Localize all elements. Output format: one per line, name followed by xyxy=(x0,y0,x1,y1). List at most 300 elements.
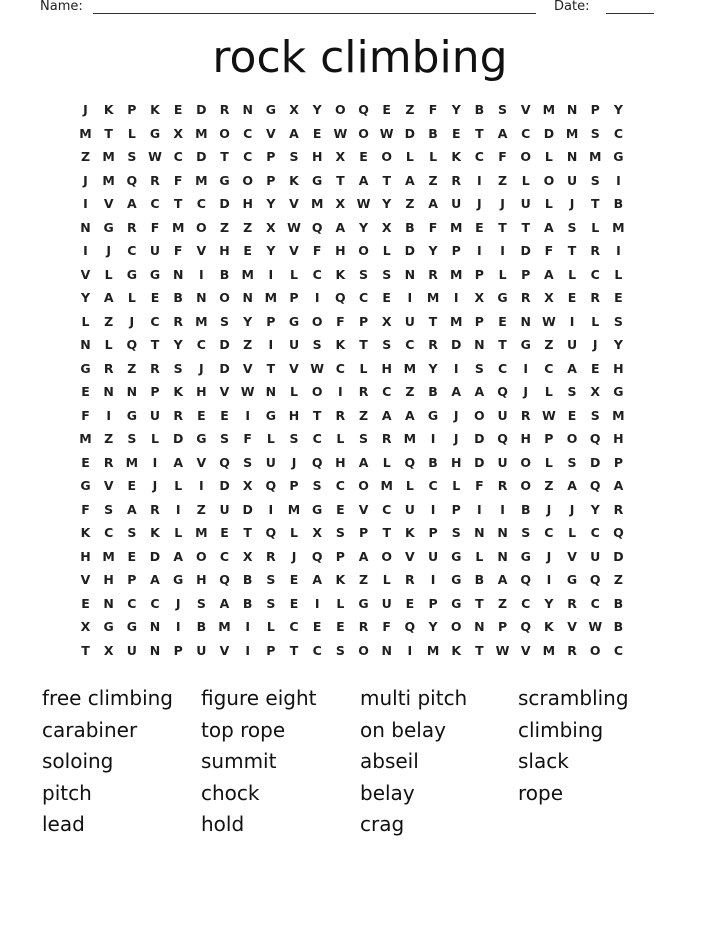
grid-letter: P xyxy=(289,478,299,493)
grid-letter: X xyxy=(335,196,346,211)
grid-letter: S xyxy=(359,431,369,446)
word-list-item: crag xyxy=(360,812,405,836)
grid-letter: E xyxy=(567,407,577,423)
word-list-item: soloing xyxy=(42,749,114,773)
grid-letter: C xyxy=(196,196,206,211)
grid-letter: I xyxy=(546,572,552,587)
grid-letter: C xyxy=(127,243,137,258)
grid-letter: J xyxy=(592,337,598,352)
grid-letter: I xyxy=(106,407,111,423)
grid-letter: G xyxy=(427,407,439,423)
grid-letter: G xyxy=(265,407,276,423)
grid-letter: Y xyxy=(312,102,322,117)
grid-letter: D xyxy=(219,360,230,376)
grid-letter: L xyxy=(544,149,553,164)
grid-letter: M xyxy=(102,172,115,188)
grid-letter: U xyxy=(404,501,415,517)
grid-letter: Q xyxy=(219,454,230,470)
grid-letter: L xyxy=(336,431,345,446)
grid-letter: T xyxy=(475,125,484,141)
grid-letter: S xyxy=(127,149,137,164)
grid-letter: I xyxy=(453,360,459,376)
grid-letter: V xyxy=(289,243,299,258)
grid-letter: L xyxy=(405,149,414,164)
grid-letter: D xyxy=(474,431,485,446)
word-list-item: pitch xyxy=(42,780,92,805)
grid-row xyxy=(0,357,720,380)
grid-letter: G xyxy=(566,572,578,587)
grid-letter: I xyxy=(407,642,413,658)
grid-letter: Q xyxy=(265,478,277,493)
grid-letter: E xyxy=(127,548,137,564)
grid-letter: L xyxy=(544,454,553,470)
grid-letter: M xyxy=(612,219,625,235)
grid-letter: E xyxy=(567,290,577,305)
grid-letter: V xyxy=(567,619,577,634)
grid-letter: A xyxy=(312,572,323,587)
date-line xyxy=(606,13,654,14)
grid-letter: Z xyxy=(498,172,508,188)
grid-letter: K xyxy=(451,642,462,658)
grid-letter: J xyxy=(500,196,505,211)
grid-letter: J xyxy=(453,431,459,446)
grid-letter: E xyxy=(451,125,461,141)
grid-letter: P xyxy=(266,172,276,188)
grid-letter: C xyxy=(243,149,253,164)
grid-letter: I xyxy=(314,290,320,305)
grid-letter: P xyxy=(127,102,137,117)
grid-letter: M xyxy=(542,102,556,117)
word-list-item: hold xyxy=(201,812,245,836)
grid-letter: G xyxy=(613,384,624,399)
grid-letter: C xyxy=(173,149,183,164)
grid-row xyxy=(0,404,720,427)
grid-letter: G xyxy=(126,619,137,634)
grid-letter: B xyxy=(428,125,438,141)
grid-letter: A xyxy=(497,125,508,141)
grid-letter: T xyxy=(266,360,276,376)
grid-letter: T xyxy=(220,149,229,164)
grid-letter: C xyxy=(590,595,600,611)
grid-letter: Q xyxy=(589,478,601,493)
grid-letter: C xyxy=(521,595,531,611)
grid-letter: N xyxy=(172,266,184,282)
grid-letter: F xyxy=(475,478,484,493)
grid-letter: S xyxy=(335,642,345,658)
grid-letter: O xyxy=(520,149,532,164)
grid-letter: X xyxy=(173,125,183,141)
grid-letter: E xyxy=(614,290,623,305)
grid-letter: O xyxy=(219,125,230,141)
grid-letter: Y xyxy=(428,243,438,258)
grid-letter: N xyxy=(566,149,578,164)
grid-letter: E xyxy=(81,454,90,470)
grid-letter: H xyxy=(288,407,300,423)
grid-letter: Y xyxy=(613,337,623,352)
grid-letter: L xyxy=(359,360,368,376)
worksheet-header xyxy=(0,0,720,20)
grid-letter: B xyxy=(474,102,485,117)
grid-letter: I xyxy=(616,172,621,188)
grid-letter: D xyxy=(149,548,161,564)
grid-letter: A xyxy=(405,407,415,423)
grid-letter: T xyxy=(475,595,484,611)
grid-letter: L xyxy=(127,125,136,141)
grid-letter: F xyxy=(173,243,183,258)
grid-letter: C xyxy=(196,337,206,352)
grid-letter: V xyxy=(80,266,91,282)
grid-letter: C xyxy=(127,595,137,611)
grid-letter: V xyxy=(567,548,577,564)
grid-letter: I xyxy=(477,172,482,188)
grid-letter: U xyxy=(404,313,415,329)
grid-letter: D xyxy=(219,337,230,352)
grid-letter: Y xyxy=(451,102,461,117)
grid-letter: C xyxy=(150,196,160,211)
grid-letter: C xyxy=(590,266,600,282)
grid-letter: F xyxy=(428,102,438,117)
grid-letter: F xyxy=(243,431,252,446)
grid-letter: I xyxy=(338,384,343,399)
grid-letter: R xyxy=(173,407,183,423)
grid-letter: B xyxy=(219,266,230,282)
grid-letter: P xyxy=(544,431,554,446)
grid-letter: U xyxy=(265,454,276,470)
grid-letter: S xyxy=(220,313,230,329)
grid-letter: N xyxy=(103,595,114,611)
grid-letter: Y xyxy=(80,290,91,305)
grid-letter: W xyxy=(356,196,371,211)
grid-letter: J xyxy=(152,478,158,493)
grid-row xyxy=(0,521,720,544)
grid-letter: V xyxy=(405,548,415,564)
grid-letter: Y xyxy=(590,501,600,517)
grid-letter: X xyxy=(266,219,276,235)
grid-letter: A xyxy=(567,478,577,493)
grid-letter: M xyxy=(380,478,393,493)
grid-letter: J xyxy=(523,384,529,399)
grid-letter: B xyxy=(613,595,624,611)
grid-letter: Q xyxy=(497,431,508,446)
grid-letter: V xyxy=(266,125,276,141)
grid-letter: J xyxy=(569,196,575,211)
grid-letter: E xyxy=(359,149,368,164)
grid-letter: M xyxy=(449,313,463,329)
grid-letter: M xyxy=(195,313,208,329)
grid-letter: I xyxy=(83,243,88,258)
grid-letter: L xyxy=(382,572,391,587)
grid-letter: A xyxy=(497,572,508,587)
grid-letter: U xyxy=(196,642,207,658)
grid-letter: E xyxy=(150,290,160,305)
grid-letter: E xyxy=(243,243,252,258)
grid-letter: G xyxy=(613,149,624,164)
grid-letter: Y xyxy=(544,595,554,611)
grid-letter: D xyxy=(474,454,485,470)
grid-letter: T xyxy=(81,642,90,658)
grid-letter: M xyxy=(542,642,556,658)
word-list-item: lead xyxy=(42,812,85,836)
grid-letter: Q xyxy=(613,525,624,540)
word-list-item: belay xyxy=(360,780,415,805)
grid-row xyxy=(0,498,720,521)
grid-letter: Z xyxy=(243,337,253,352)
grid-letter: K xyxy=(335,266,346,282)
grid-letter: M xyxy=(449,219,463,235)
grid-letter: M xyxy=(79,431,92,446)
grid-letter: A xyxy=(428,196,438,211)
grid-letter: X xyxy=(474,290,485,305)
grid-letter: F xyxy=(336,313,345,329)
grid-letter: T xyxy=(289,642,299,658)
grid-letter: U xyxy=(381,595,392,611)
grid-letter: V xyxy=(196,454,207,470)
grid-letter: C xyxy=(312,266,322,282)
grid-letter: E xyxy=(590,360,600,376)
grid-letter: X xyxy=(80,619,91,634)
grid-letter: Q xyxy=(589,572,601,587)
grid-letter: L xyxy=(614,266,623,282)
grid-letter: R xyxy=(567,595,577,611)
grid-letter: B xyxy=(474,572,485,587)
grid-letter: A xyxy=(381,407,392,423)
grid-letter: T xyxy=(382,172,391,188)
grid-letter: V xyxy=(520,642,531,658)
grid-letter: A xyxy=(544,219,554,235)
grid-letter: F xyxy=(81,407,90,423)
grid-letter: L xyxy=(521,172,530,188)
grid-letter: C xyxy=(335,478,345,493)
grid-letter: W xyxy=(240,384,255,399)
grid-letter: H xyxy=(381,360,392,376)
grid-letter: I xyxy=(245,619,251,634)
word-list-item: chock xyxy=(201,780,260,805)
grid-letter: J xyxy=(453,407,459,423)
grid-letter: A xyxy=(613,478,624,493)
grid-letter: Y xyxy=(243,313,253,329)
grid-letter: P xyxy=(335,548,345,564)
grid-letter: N xyxy=(265,384,277,399)
grid-letter: E xyxy=(498,313,507,329)
grid-letter: K xyxy=(544,619,554,634)
grid-letter: S xyxy=(335,525,345,540)
word-list-item: figure eight xyxy=(201,686,317,710)
grid-letter: T xyxy=(173,196,183,211)
grid-letter: Y xyxy=(613,102,623,117)
grid-letter: N xyxy=(80,219,91,235)
grid-letter: A xyxy=(126,501,137,517)
grid-letter: M xyxy=(125,454,139,470)
grid-letter: E xyxy=(289,595,299,611)
grid-letter: N xyxy=(474,337,485,352)
grid-letter: V xyxy=(103,478,114,493)
grid-letter: M xyxy=(195,125,208,141)
grid-letter: G xyxy=(219,172,230,188)
grid-letter: K xyxy=(150,102,160,117)
grid-letter: R xyxy=(428,266,438,282)
grid-letter: O xyxy=(242,172,253,188)
word-list-item: rope xyxy=(518,780,564,805)
grid-letter: T xyxy=(498,219,507,235)
grid-letter: C xyxy=(219,548,230,564)
grid-letter: I xyxy=(430,431,436,446)
grid-letter: R xyxy=(520,290,531,305)
grid-letter: D xyxy=(172,431,184,446)
grid-letter: I xyxy=(199,478,204,493)
word-list xyxy=(0,686,720,856)
grid-letter: I xyxy=(83,196,88,211)
grid-letter: I xyxy=(407,290,413,305)
grid-row xyxy=(0,98,720,121)
grid-letter: H xyxy=(219,243,230,258)
word-list-item: carabiner xyxy=(42,717,138,742)
grid-letter: M xyxy=(102,548,115,564)
grid-row xyxy=(0,216,720,239)
grid-letter: M xyxy=(612,407,625,423)
grid-letter: M xyxy=(195,172,208,188)
grid-letter: J xyxy=(291,548,297,564)
letter-grid xyxy=(0,98,720,673)
grid-letter: R xyxy=(451,172,462,188)
grid-letter: I xyxy=(245,642,251,658)
grid-letter: P xyxy=(474,266,484,282)
grid-letter: G xyxy=(312,172,323,188)
word-list-item: free climbing xyxy=(42,686,174,710)
grid-letter: N xyxy=(242,102,253,117)
grid-letter: C xyxy=(428,478,438,493)
grid-letter: K xyxy=(103,102,114,117)
grid-letter: O xyxy=(219,290,230,305)
grid-letter: B xyxy=(196,619,207,634)
grid-row xyxy=(0,169,720,192)
grid-letter: M xyxy=(426,290,440,305)
grid-letter: E xyxy=(220,525,229,540)
grid-letter: U xyxy=(520,196,531,211)
grid-letter: P xyxy=(173,642,183,658)
grid-letter: E xyxy=(336,619,345,634)
word-list-item: top rope xyxy=(201,717,286,742)
grid-letter: A xyxy=(567,360,577,376)
grid-letter: L xyxy=(290,525,298,540)
grid-letter: J xyxy=(546,548,552,564)
grid-letter: P xyxy=(358,525,369,540)
grid-letter: G xyxy=(103,219,114,235)
grid-letter: S xyxy=(590,172,600,188)
grid-letter: F xyxy=(544,243,554,258)
grid-letter: H xyxy=(335,243,346,258)
grid-letter: H xyxy=(335,454,346,470)
grid-letter: G xyxy=(497,290,508,305)
grid-letter: R xyxy=(590,290,601,305)
grid-letter: C xyxy=(521,125,531,141)
grid-letter: I xyxy=(477,501,482,517)
grid-letter: N xyxy=(474,619,485,634)
grid-letter: M xyxy=(287,501,301,517)
grid-row xyxy=(0,639,720,662)
grid-letter: B xyxy=(428,454,438,470)
grid-letter: D xyxy=(196,149,207,164)
grid-letter: C xyxy=(104,525,114,540)
grid-letter: S xyxy=(498,102,508,117)
grid-letter: L xyxy=(336,595,345,611)
grid-letter: A xyxy=(219,595,230,611)
grid-letter: O xyxy=(381,149,393,164)
grid-letter: L xyxy=(81,313,90,329)
grid-letter: C xyxy=(150,595,160,611)
grid-letter: C xyxy=(474,149,484,164)
grid-letter: U xyxy=(566,172,578,188)
grid-letter: C xyxy=(405,337,415,352)
grid-letter: G xyxy=(149,266,161,282)
grid-letter: O xyxy=(520,478,532,493)
grid-letter: A xyxy=(173,454,184,470)
grid-letter: G xyxy=(126,266,137,282)
grid-letter: N xyxy=(566,102,578,117)
grid-letter: C xyxy=(497,360,508,376)
grid-letter: T xyxy=(428,313,438,329)
grid-letter: N xyxy=(520,313,531,329)
grid-letter: C xyxy=(382,501,392,517)
grid-letter: A xyxy=(335,219,346,235)
grid-letter: X xyxy=(381,313,392,329)
grid-letter: O xyxy=(311,313,323,329)
grid-letter: D xyxy=(590,454,601,470)
grid-letter: S xyxy=(289,431,299,446)
grid-letter: U xyxy=(288,337,300,352)
grid-letter: L xyxy=(568,266,577,282)
grid-letter: S xyxy=(382,266,392,282)
grid-letter: K xyxy=(80,525,91,540)
grid-letter: N xyxy=(149,619,161,634)
grid-letter: T xyxy=(359,337,368,352)
grid-letter: C xyxy=(312,431,322,446)
grid-letter: L xyxy=(174,525,183,540)
grid-letter: S xyxy=(266,572,276,587)
grid-letter: Y xyxy=(428,619,438,634)
grid-letter: T xyxy=(475,642,484,658)
grid-letter: I xyxy=(314,595,320,611)
grid-letter: L xyxy=(452,478,461,493)
grid-letter: G xyxy=(196,431,207,446)
grid-letter: F xyxy=(81,501,90,517)
grid-letter: G xyxy=(451,572,462,587)
grid-row xyxy=(0,192,720,215)
grid-letter: O xyxy=(196,219,207,235)
grid-letter: C xyxy=(382,384,392,399)
grid-letter: Q xyxy=(520,619,532,634)
grid-letter: V xyxy=(103,196,114,211)
grid-row xyxy=(0,263,720,286)
grid-letter: R xyxy=(520,407,531,423)
grid-letter: V xyxy=(289,196,299,211)
grid-letter: S xyxy=(220,431,230,446)
grid-letter: T xyxy=(243,525,252,540)
grid-letter: S xyxy=(196,595,206,611)
grid-letter: M xyxy=(218,619,231,634)
grid-letter: S xyxy=(613,313,623,329)
grid-letter: I xyxy=(616,243,621,258)
grid-letter: P xyxy=(428,525,438,540)
grid-letter: R xyxy=(150,501,160,517)
word-list-item: scrambling xyxy=(518,686,629,710)
grid-letter: Q xyxy=(404,619,416,634)
grid-letter: P xyxy=(150,384,160,399)
grid-letter: D xyxy=(219,478,230,493)
grid-letter: O xyxy=(566,431,578,446)
grid-letter: H xyxy=(103,572,114,587)
grid-letter: C xyxy=(358,290,369,305)
grid-letter: D xyxy=(451,337,462,352)
